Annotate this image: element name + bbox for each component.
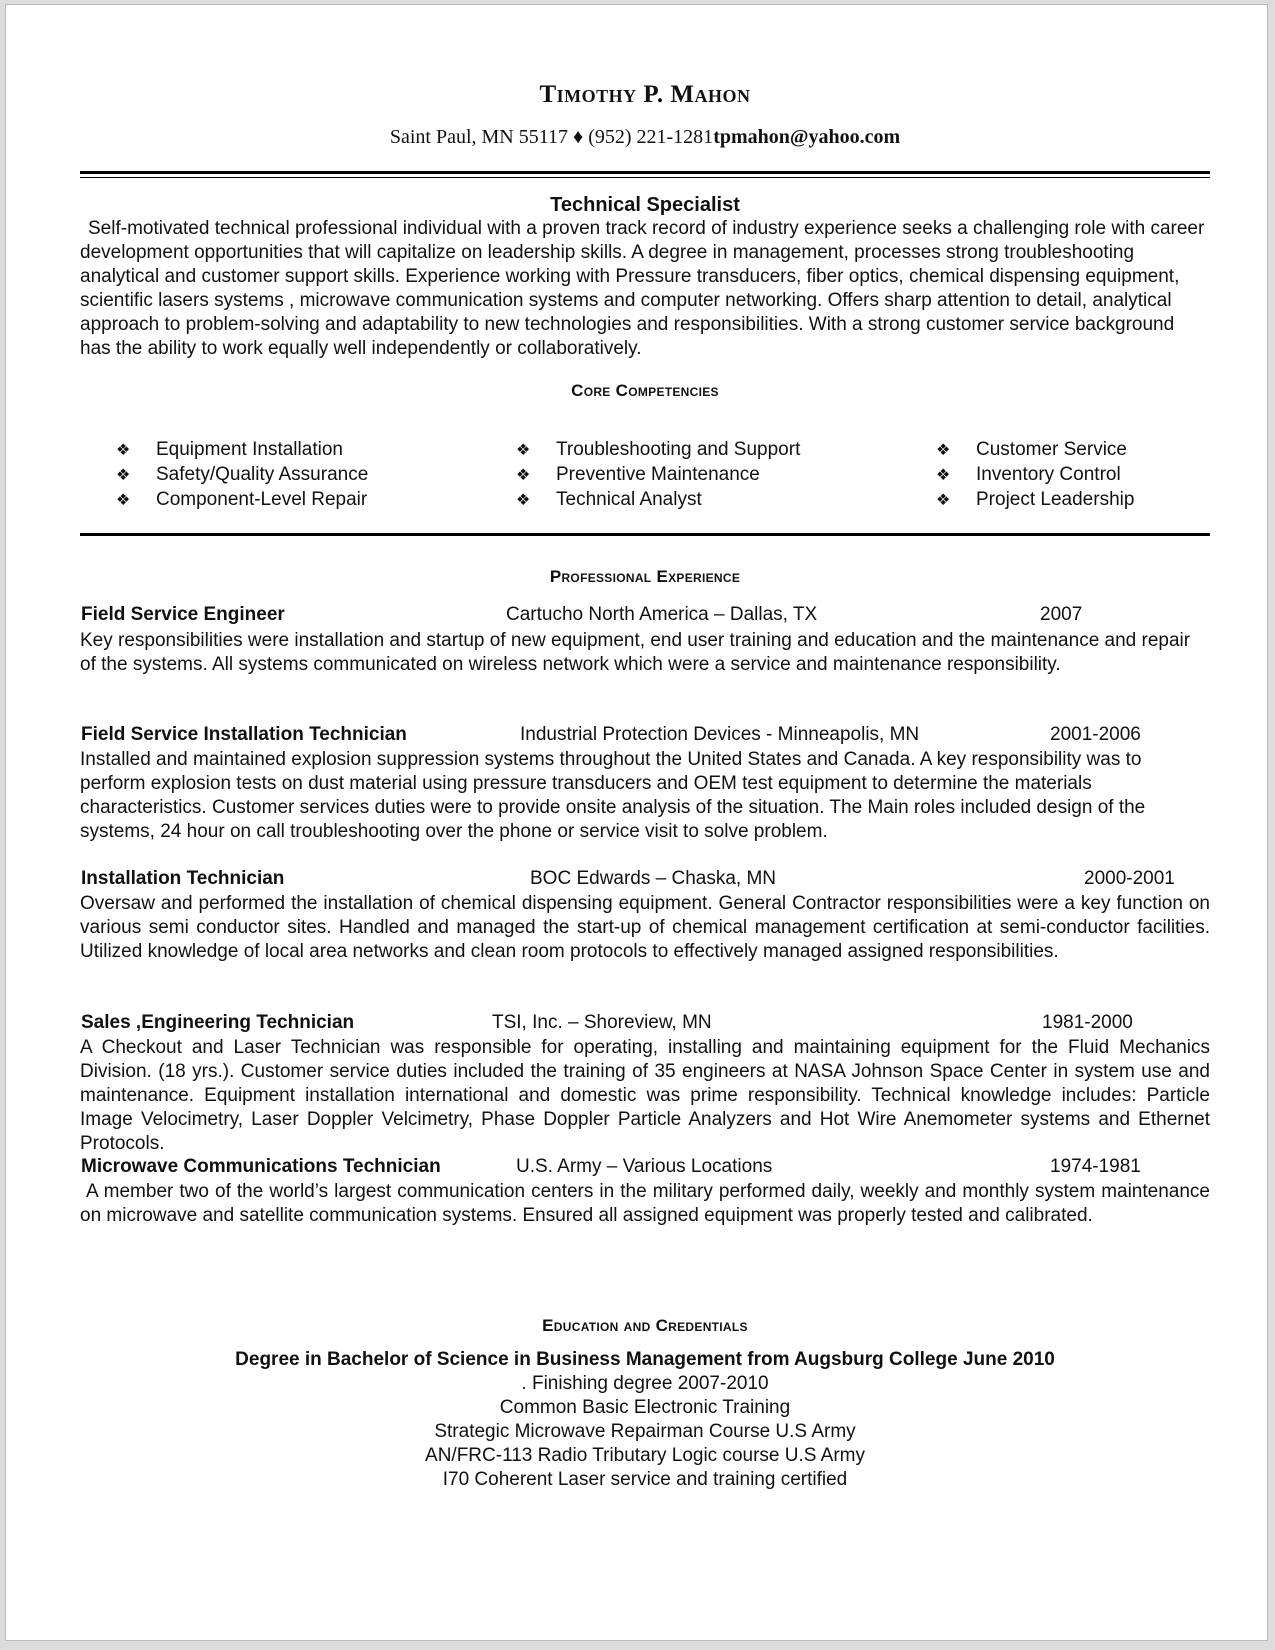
job-title: Field Service Installation Technician [81,724,407,745]
candidate-name: Timothy P. Mahon [539,81,751,108]
job-years: 2000-2001 [1084,868,1175,889]
resume-page [5,4,1268,1641]
job-years: 1981-2000 [1042,1012,1133,1033]
contact-email: tpmahon@yahoo.com [713,126,901,148]
competencies-column-1 [116,438,368,513]
education-line: Common Basic Electronic Training [499,1397,791,1418]
competencies-title: Core Competencies [571,381,719,400]
diamond-bullet-icon: ❖ [516,492,531,509]
diamond-bullet-icon: ❖ [116,492,131,509]
diamond-bullet-icon: ❖ [936,467,951,484]
diamond-bullet-icon: ❖ [516,442,531,459]
summary-title: Technical Specialist [550,194,740,216]
competency-item: ❖ Inventory Control [936,463,1134,488]
job-title: Sales ,Engineering Technician [81,1012,355,1033]
competency-item: ❖ Customer Service [936,438,1134,463]
education-line: Strategic Microwave Repairman Course U.S Army [434,1421,856,1442]
job-description: Oversaw and performed the installation of chemical dispensing equipment. General Contractor responsibilities were a key function on various semi conductor sites. Handled and managed the start-up of chemical management certification at semi-conductor facilities. Utilized knowledge of local area networks and clean room protocols to effectively managed assigned responsibilities. [80,893,1210,962]
job-employer: U.S. Army – Various Locations [516,1156,773,1177]
job-years: 2001-2006 [1050,724,1141,745]
competencies-column-2 [516,438,800,513]
job-title: Field Service Engineer [81,604,285,625]
competency-item: ❖ Equipment Installation [116,438,368,463]
competencies-divider [80,533,1210,536]
competency-item: ❖ Preventive Maintenance [516,463,800,488]
contact-address-phone: Saint Paul, MN 55117 ♦ (952) 221-1281 [389,126,714,148]
job-employer: BOC Edwards – Chaska, MN [530,868,777,889]
competency-item: ❖ Safety/Quality Assurance [116,463,368,488]
competency-item: ❖ Project Leadership [936,488,1134,513]
diamond-bullet-icon: ❖ [116,442,131,459]
education-line: I70 Coherent Laser service and training certified [442,1469,848,1490]
job-title: Installation Technician [81,868,285,889]
summary-text: Self-motivated technical professional individual with a proven track record of industry experience seeks a challenging role with career development opportunities that will capitalize on leadership skills. A degree in management, processes strong troubleshooting analytical and customer support skills. Experience working with Pressure transducers, fiber optics, chemical dispensing equipment, scientific lasers systems , microwave communication systems and computer networking. Offers sharp attention to detail, analytical approach to problem-solving and adaptability to new technologies and responsibilities. With a strong customer service background has the ability to work equally well independently or collaboratively. [80,218,1205,359]
competencies-column-3 [936,438,1134,513]
competency-item: ❖ Technical Analyst [516,488,800,513]
experience-title: Professional Experience [549,567,741,586]
education-title: Education and Credentials [542,1316,748,1335]
diamond-bullet-icon: ❖ [516,467,531,484]
job-years: 1974-1981 [1050,1156,1141,1177]
job-employer: TSI, Inc. – Shoreview, MN [492,1012,712,1033]
education-line: AN/FRC-113 Radio Tributary Logic course U.S Army [425,1445,865,1466]
diamond-bullet-icon: ❖ [936,442,951,459]
education-line: . Finishing degree 2007-2010 [521,1373,769,1394]
job-description: Key responsibilities were installation and startup of new equipment, end user training and education and the maintenance and repair of the systems. All systems communicated on wireless network which were a service and maintenance responsibility. [80,630,1191,675]
job-employer: Cartucho North America – Dallas, TX [506,604,818,625]
degree-line: Degree in Bachelor of Science in Business Management from Augsburg College June 2010 [235,1349,1055,1370]
diamond-bullet-icon: ❖ [116,467,131,484]
header-divider [80,171,1210,178]
job-description: A member two of the world’s largest communication centers in the military performed daily, weekly and monthly system maintenance on microwave and satellite communication systems. Ensured all assigned equipment was properly tested and calibrated. [80,1181,1210,1226]
job-years: 2007 [1040,604,1083,625]
job-description: Installed and maintained explosion suppression systems throughout the United States and Canada. A key responsibility was to perform explosion tests on dust material using pressure transducers and OEM test equipment to determine the materials characteristics. Customer services duties were to provide onsite analysis of the situation. The Main roles included design of the systems, 24 hour on call troubleshooting over the phone or service visit to solve problem. [80,749,1146,842]
competency-item: ❖ Troubleshooting and Support [516,438,800,463]
competency-item: ❖ Component-Level Repair [116,488,368,513]
job-title: Microwave Communications Technician [81,1156,441,1177]
contact-line [80,126,1210,149]
job-employer: Industrial Protection Devices - Minneapolis, MN [520,724,920,745]
job-description: A Checkout and Laser Technician was responsible for operating, installing and maintaining equipment for the Fluid Mechanics Division. (18 yrs.). Customer service duties included the training of 35 engineers at NASA Johnson Space Center in system use and maintenance. Equipment installation international and domestic was prime responsibility. Technical knowledge includes: Particle Image Velocimetry, Laser Doppler Velcimetry, Phase Doppler Particle Analyzers and Hot Wire Anemometer systems and Ethernet Protocols. [80,1037,1210,1154]
diamond-bullet-icon: ❖ [936,492,951,509]
